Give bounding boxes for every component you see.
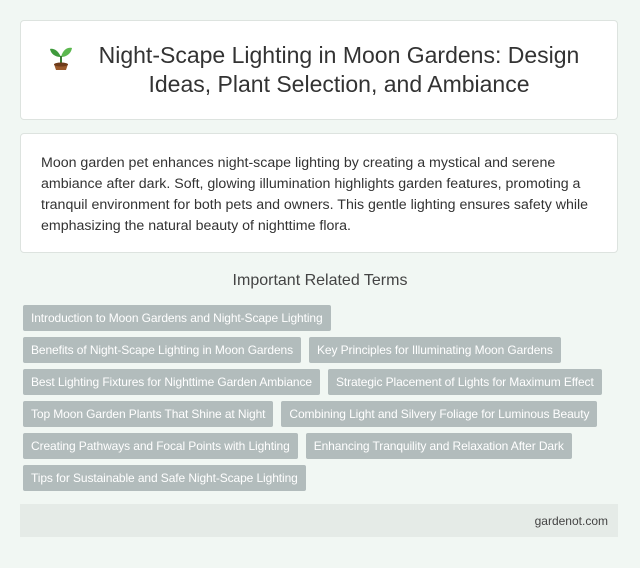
description-card: [20, 133, 618, 253]
term-chip[interactable]: Creating Pathways and Focal Points with Lighting: [23, 433, 298, 459]
site-link[interactable]: gardenot.com: [534, 513, 608, 528]
related-terms-list: [23, 305, 623, 497]
term-row: [23, 369, 623, 395]
term-chip[interactable]: Tips for Sustainable and Safe Night-Scape Lighting: [23, 465, 306, 491]
related-terms-heading: Important Related Terms: [232, 272, 408, 289]
description-text: Moon garden pet enhances night-scape lighting by creating a mystical and serene ambiance after dark. Soft, glowing illumination highlights garden features, promoting a tranquil environment for both pets and owners. This gentle lighting ensures safety while emphasizing the natural beauty of nighttime flora.: [41, 155, 589, 234]
term-chip[interactable]: Best Lighting Fixtures for Nighttime Garden Ambiance: [23, 369, 320, 395]
term-row: [23, 305, 623, 331]
title-wrap: [41, 41, 597, 99]
term-row: [23, 401, 623, 427]
term-row: [23, 465, 623, 491]
page-title: Night-Scape Lighting in Moon Gardens: Design Ideas, Plant Selection, and Ambiance: [98, 42, 580, 97]
term-chip[interactable]: Introduction to Moon Gardens and Night-Scape Lighting: [23, 305, 331, 331]
term-chip[interactable]: Key Principles for Illuminating Moon Gardens: [309, 337, 561, 363]
term-chip[interactable]: Strategic Placement of Lights for Maximum Effect: [328, 369, 602, 395]
footer: [20, 504, 618, 537]
seedling-icon: [41, 45, 81, 71]
term-chip[interactable]: Top Moon Garden Plants That Shine at Night: [23, 401, 273, 427]
term-row: [23, 433, 623, 459]
title-card: [20, 20, 618, 120]
term-chip[interactable]: Benefits of Night-Scape Lighting in Moon Gardens: [23, 337, 301, 363]
term-row: [23, 337, 623, 363]
term-chip[interactable]: Combining Light and Silvery Foliage for Luminous Beauty: [281, 401, 597, 427]
term-chip[interactable]: Enhancing Tranquility and Relaxation After Dark: [306, 433, 572, 459]
